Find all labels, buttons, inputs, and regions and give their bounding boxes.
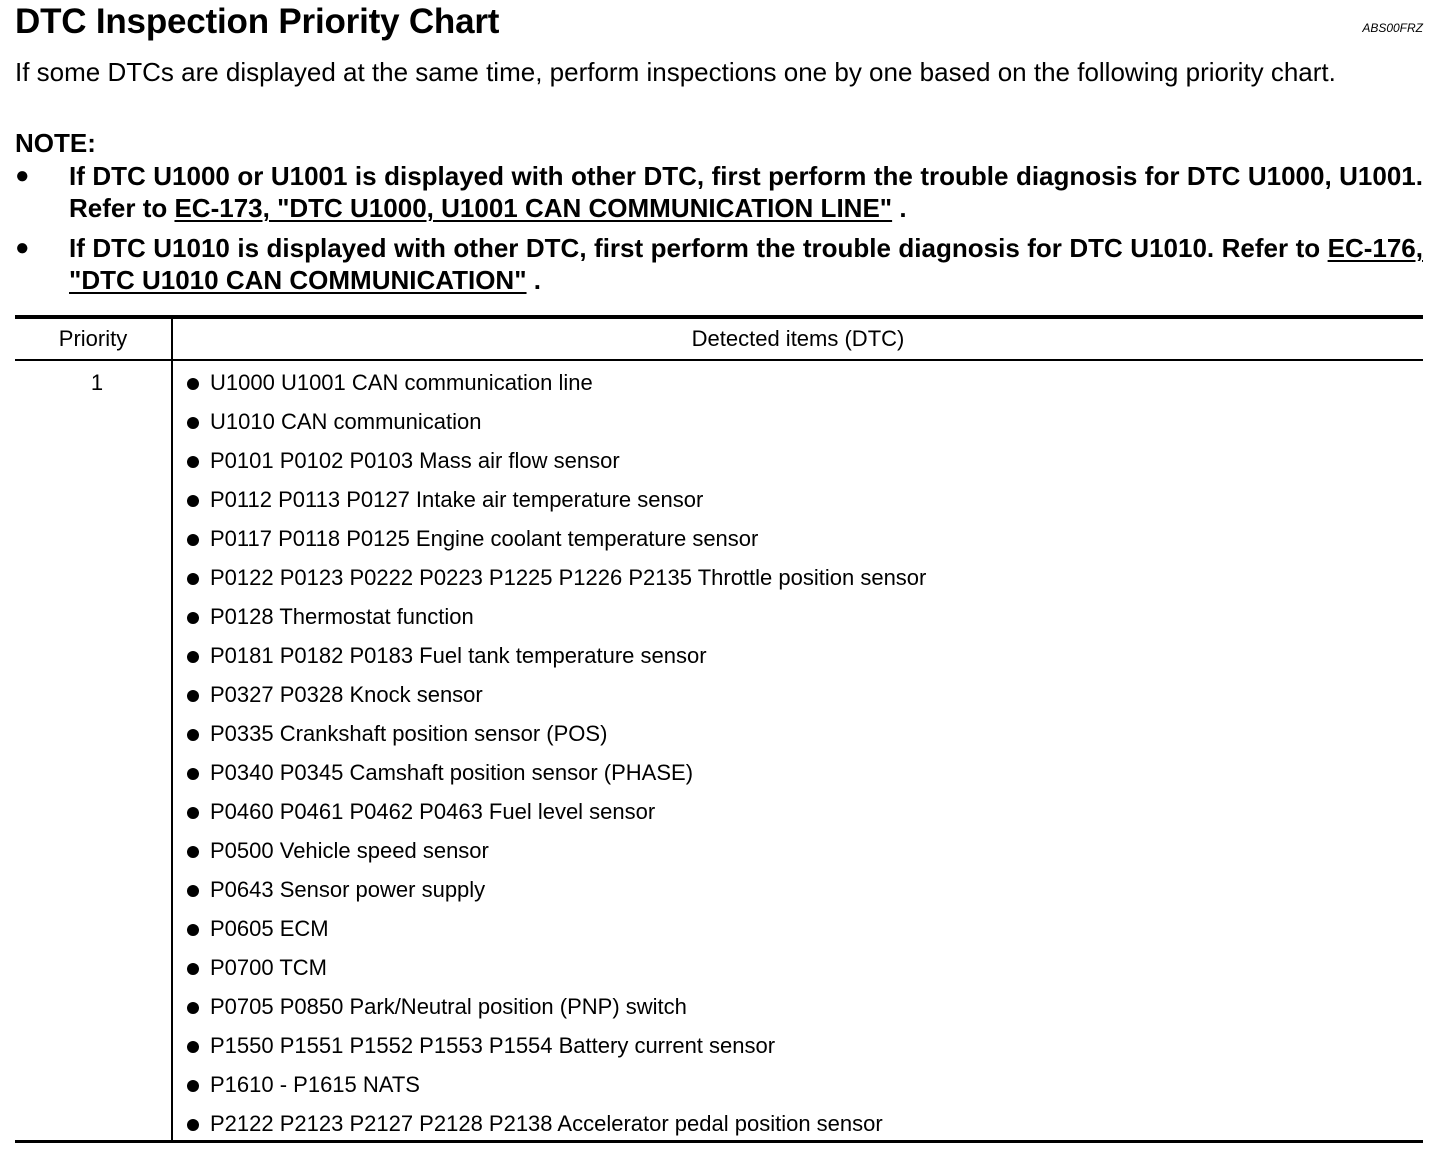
list-item <box>187 1071 926 1110</box>
dtc-item-text: P0327 P0328 Knock sensor <box>210 682 483 707</box>
dtc-item-text: P0112 P0113 P0127 Intake air temperature sensor <box>210 487 704 512</box>
page-title: DTC Inspection Priority Chart <box>15 2 500 41</box>
dtc-item-text: P0705 P0850 Park/Neutral position (PNP) switch <box>210 994 687 1019</box>
list-item <box>187 525 926 564</box>
column-header-priority: Priority <box>58 326 128 351</box>
note-text-body: If DTC U1010 is displayed with other DTC, first perform the trouble diagnosis for DTC U1010. Refer to <box>69 233 1328 263</box>
priority-cell: 1 <box>90 370 104 395</box>
list-item <box>187 993 926 1032</box>
note-text-suffix: . <box>892 193 907 223</box>
bullet-icon <box>187 690 199 702</box>
list-item <box>187 720 926 759</box>
bullet-icon <box>187 1119 199 1131</box>
bullet-icon <box>187 573 199 585</box>
bullet-icon <box>187 924 199 936</box>
note-item <box>15 160 1423 224</box>
dtc-item-text: P0643 Sensor power supply <box>210 877 486 902</box>
list-item <box>187 681 926 720</box>
bullet-icon: ● <box>15 162 30 189</box>
column-header-detected-items: Detected items (DTC) <box>691 326 905 351</box>
bullet-icon <box>187 534 199 546</box>
column-divider <box>171 319 173 1140</box>
list-item <box>187 837 926 876</box>
list-item <box>187 603 926 642</box>
bullet-icon <box>187 729 199 741</box>
bullet-icon <box>187 651 199 663</box>
dtc-item-text: P0605 ECM <box>210 916 329 941</box>
list-item <box>187 486 926 525</box>
list-item <box>187 954 926 993</box>
bullet-icon <box>187 417 199 429</box>
note-text <box>69 160 1423 224</box>
bullet-icon <box>187 963 199 975</box>
dtc-item-text: P1550 P1551 P1552 P1553 P1554 Battery current sensor <box>210 1033 776 1058</box>
list-item <box>187 1110 926 1149</box>
list-item <box>187 759 926 798</box>
note-item <box>15 232 1423 296</box>
list-item <box>187 876 926 915</box>
bullet-icon <box>187 768 199 780</box>
dtc-item-text: U1010 CAN communication <box>210 409 482 434</box>
dtc-item-text: P0101 P0102 P0103 Mass air flow sensor <box>210 448 620 473</box>
bullet-icon <box>187 495 199 507</box>
header-divider <box>15 359 1423 361</box>
list-item <box>187 915 926 954</box>
note-text-body: If DTC U1000 or U1001 is displayed with other DTC, first perform the trouble diagnosis for DTC U1000, U1001. Refer to <box>69 161 1423 223</box>
dtc-item-text: P1610 - P1615 NATS <box>210 1072 420 1097</box>
bullet-icon <box>187 885 199 897</box>
note-text-suffix: . <box>526 265 541 295</box>
dtc-item-text: U1000 U1001 CAN communication line <box>210 370 593 395</box>
list-item <box>187 447 926 486</box>
list-item <box>187 798 926 837</box>
bullet-icon <box>187 807 199 819</box>
dtc-item-text: P0500 Vehicle speed sensor <box>210 838 489 863</box>
intro-paragraph: If some DTCs are displayed at the same time, perform inspections one by one based on the following priority chart. <box>15 57 1336 87</box>
dtc-item-text: P0700 TCM <box>210 955 327 980</box>
list-item <box>187 564 926 603</box>
note-text <box>69 232 1423 296</box>
list-item <box>187 408 926 447</box>
document-code: ABS00FRZ <box>1362 21 1423 35</box>
priority-table <box>15 315 1423 1143</box>
dtc-item-text: P0340 P0345 Camshaft position sensor (PHASE) <box>210 760 694 785</box>
bullet-icon <box>187 1041 199 1053</box>
bullet-icon <box>187 1002 199 1014</box>
detected-items-list <box>187 369 926 1149</box>
dtc-item-text: P0117 P0118 P0125 Engine coolant temperature sensor <box>210 526 759 551</box>
reference-link-ec-173[interactable]: EC-173, "DTC U1000, U1001 CAN COMMUNICATION LINE" <box>174 193 893 223</box>
bullet-icon <box>187 612 199 624</box>
dtc-item-text: P0335 Crankshaft position sensor (POS) <box>210 721 608 746</box>
dtc-item-text: P0128 Thermostat function <box>210 604 474 629</box>
reference-link-ec-176[interactable]: EC-176, "DTC U1010 CAN COMMUNICATION" <box>69 233 1423 295</box>
dtc-item-text: P0181 P0182 P0183 Fuel tank temperature sensor <box>210 643 707 668</box>
bullet-icon <box>187 378 199 390</box>
list-item <box>187 369 926 408</box>
dtc-item-text: P2122 P2123 P2127 P2128 P2138 Accelerator pedal position sensor <box>210 1111 883 1136</box>
dtc-item-text: P0122 P0123 P0222 P0223 P1225 P1226 P2135 Throttle position sensor <box>210 565 927 590</box>
dtc-item-text: P0460 P0461 P0462 P0463 Fuel level sensor <box>210 799 656 824</box>
list-item <box>187 1032 926 1071</box>
bullet-icon <box>187 1080 199 1092</box>
note-label: NOTE: <box>15 128 96 158</box>
bullet-icon: ● <box>15 234 30 261</box>
bullet-icon <box>187 456 199 468</box>
bullet-icon <box>187 846 199 858</box>
list-item <box>187 642 926 681</box>
